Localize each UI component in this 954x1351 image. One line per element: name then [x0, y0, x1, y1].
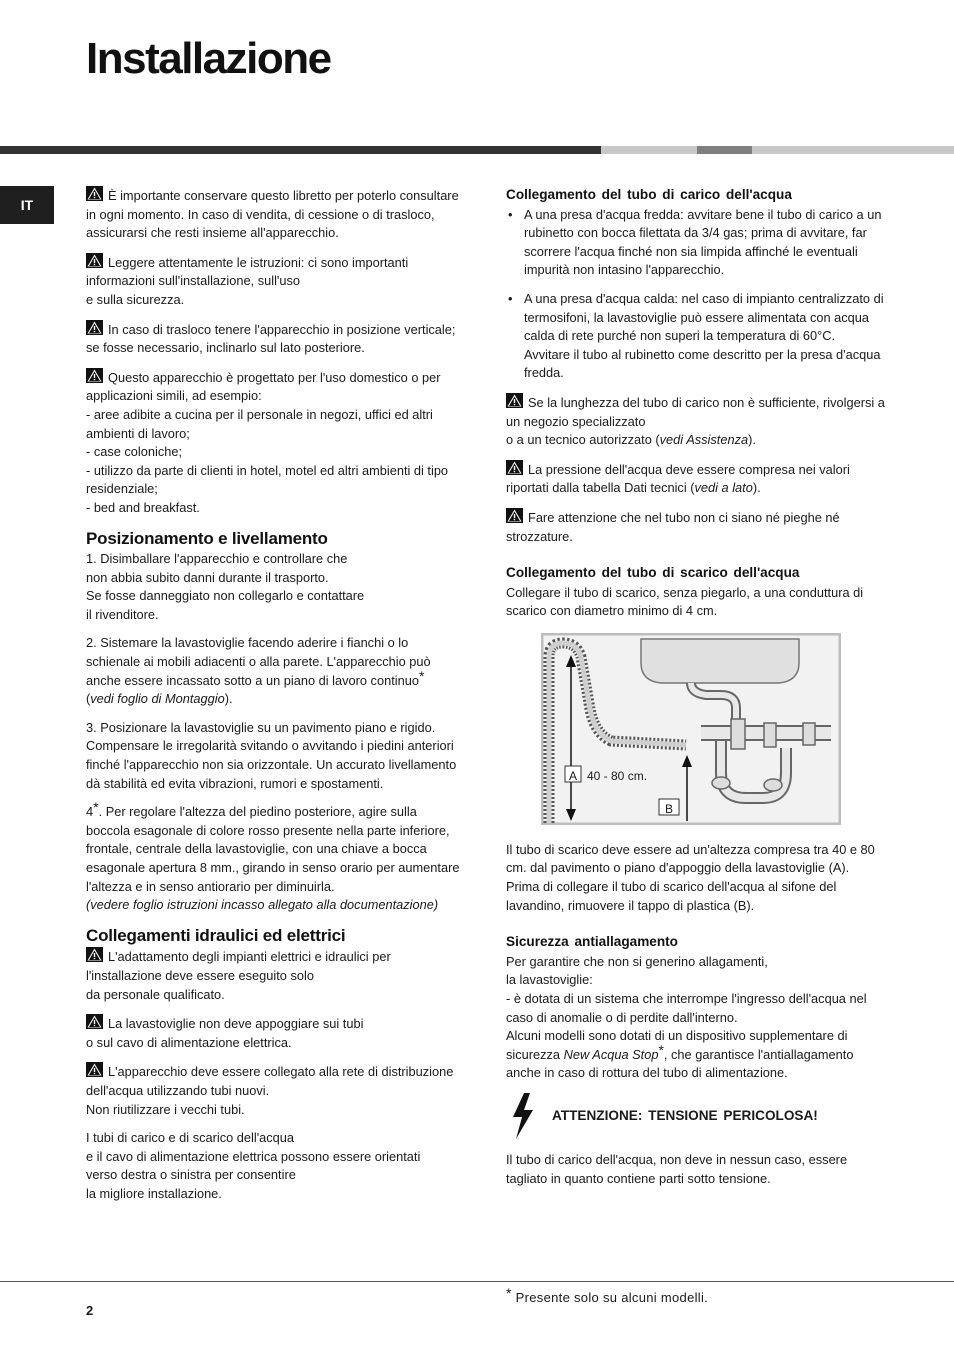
warning-triangle-icon: [86, 253, 103, 268]
voltage-warning-label: ATTENZIONE: TENSIONE PERICOLOSA!: [552, 1107, 818, 1123]
step-1: 1. Disimballare l'apparecchio e controllare che non abbia subito danni durante il trasporto. Se fosse danneggiato non collegarlo e contattare il rivenditore.: [86, 551, 365, 622]
warning-no-kinks: Fare attenzione che nel tubo non ci siano né pieghe né strozzature.: [506, 509, 840, 544]
pipes-orientation: I tubi di carico e di scarico dell'acqua e il cavo di alimentazione elettrica possono essere orientati verso destra o sinistra per consentire la migliore installazione.: [86, 1130, 421, 1201]
drain-height-text: Il tubo di scarico deve essere ad un'altezza compresa tra 40 e 80 cm. dal pavimento o piano d'appoggio della lavastoviglie (A).: [506, 841, 875, 876]
header-rule-mid: [697, 146, 752, 154]
warning-new-pipes: L'apparecchio deve essere collegato alla rete di distribuzione dell'acqua utilizzando tubi nuovi. Non riutilizzare i vecchi tubi.: [86, 1064, 454, 1117]
warning-triangle-icon: [506, 393, 523, 408]
label-b: B: [665, 801, 674, 816]
drain-illustration: [541, 633, 841, 825]
voltage-warning-text: Il tubo di carico dell'acqua, non deve in nessun caso, essere tagliato in quanto contiene parti sotto tensione.: [506, 1152, 848, 1186]
footnote: * Presente solo su alcuni modelli.: [506, 1285, 709, 1305]
language-tab: IT: [0, 186, 54, 224]
list-item: • A una presa d'acqua calda: nel caso di impianto centralizzato di termosifoni, la lavastoviglie può essere alimentata con acqua calda di rete purché non superi la temperatura di 60°C. Avvitare il tubo al rubinetto come descritto per la presa d'acqua fredda.: [506, 290, 888, 383]
warning-triangle-icon: [506, 460, 523, 475]
drain-hose-diagram: [541, 633, 841, 825]
warning-triangle-icon: [506, 508, 523, 523]
warning-triangle-icon: [86, 947, 103, 962]
drain-cap-text: Prima di collegare il tubo di scarico dell'acqua al sifone del lavandino, rimuovere il tappo di plastica (B).: [506, 879, 837, 913]
page-number: 2: [86, 1303, 94, 1318]
step-4: 4*. Per regolare l'altezza del piedino posteriore, agire sulla boccola esagonale di colore rosso presente nella parte inferiore, frontale, centrale della lavastoviglie, con una chiave a bocca esagonale apertura 8 mm., girando in senso orario per aumentare l'altezza e in senso antiorario per diminuirla. (vedere foglio istruzioni incasso allegato alla documentazione): [86, 799, 460, 913]
header-rule-dark: [0, 146, 601, 154]
warning-triangle-icon: [86, 1062, 103, 1077]
lightning-bolt-icon: [510, 1093, 536, 1139]
label-a: A: [569, 768, 578, 783]
heading-water-inlet: Collegamento del tubo di carico dell'acqua: [506, 187, 792, 202]
footer-rule: [0, 1281, 954, 1282]
step-3: 3. Posizionare la lavastoviglie su un pavimento piano e rigido. Compensare le irregolarità svitando o avvitando i piedini anteriori finché l'apparecchio non sia orizzontale. Un accurato livellamento dà stabilità ed evita vibrazioni, rumori e spostamenti.: [86, 719, 457, 791]
header-rule-light-2: [752, 146, 954, 154]
warning-domestic-use: Questo apparecchio è progettato per l'uso domestico o per applicazioni simili, ad esempio: - aree adibite a cucina per il personale in negozi, uffici ed altri ambienti di lavoro; - case coloniche; - utilizzo da parte di clienti in hotel, motel ed altri ambienti di tipo residenziale; - bed and breakfast.: [86, 369, 449, 515]
voltage-warning: [510, 1093, 888, 1139]
warning-pipes-cable: La lavastoviglie non deve appoggiare sui tubi o sul cavo di alimentazione elettrica.: [86, 1016, 364, 1050]
list-item: • A una presa d'acqua fredda: avvitare bene il tubo di carico a un rubinetto con bocca filettata da 3/4 gas; prima di avvitare, far scorrere l'acqua finché non sia limpida affinché le eventuali impurità non intasino l'apparecchio.: [506, 206, 888, 280]
warning-hose-length: Se la lunghezza del tubo di carico non è sufficiente, rivolgersi a un negozio specializzato o a un tecnico autorizzato (vedi Assistenza).: [506, 394, 885, 448]
warning-read-instructions: Leggere attentamente le istruzioni: ci sono importanti informazioni sull'installazione, sull'uso e sulla sicurezza.: [86, 254, 409, 307]
left-column: [86, 186, 461, 1214]
warning-triangle-icon: [86, 1014, 103, 1029]
warning-keep-manual: È importante conservare questo libretto per poterlo consultare in ogni momento. In caso di vendita, di cessione o di trasloco, assicurarsi che resti insieme all'apparecchio.: [86, 188, 459, 241]
flood-safety-text: Per garantire che non si generino allagamenti, la lavastoviglie: - è dotata di un sistema che interrompe l'ingresso dell'acqua nel caso di anomalie o di perdite dall'interno. Alcuni modelli sono dotati di un dispositivo supplementare di sicurezza New Acqua Stop*, che garantisce l'antiallagamento anche in caso di rottura del tubo di alimentazione.: [506, 953, 867, 1081]
step-2: 2. Sistemare la lavastoviglie facendo aderire i fianchi o lo schienale ai mobili adiacenti o alla parete. L'apparecchio può anche essere incassato sotto a un piano di lavoro continuo* (vedi foglio di Montaggio).: [86, 635, 431, 707]
page-title: Installazione: [86, 34, 331, 83]
warning-moving: In caso di trasloco tenere l'apparecchio in posizione verticale; se fosse necessario, inclinarlo sul lato posteriore.: [86, 321, 456, 356]
heading-water-drain: Collegamento del tubo di scarico dell'acqua: [506, 565, 800, 581]
drain-intro: Collegare il tubo di scarico, senza piegarlo, a una conduttura di scarico con diametro minimo di 4 cm.: [506, 584, 864, 619]
warning-triangle-icon: [86, 186, 103, 201]
warning-qualified-personnel: L'adattamento degli impianti elettrici e idraulici per l'installazione deve essere eseguito solo da personale qualificato.: [86, 949, 391, 1002]
warning-water-pressure: La pressione dell'acqua deve essere compresa nei valori riportati dalla tabella Dati tecnici (vedi a lato).: [506, 461, 850, 496]
heading-flood-safety: Sicurezza antiallagamento: [506, 934, 678, 950]
label-height: 40 - 80 cm.: [587, 768, 648, 783]
inlet-list: [506, 206, 888, 383]
warning-triangle-icon: [86, 368, 103, 383]
section-heading-connections: Collegamenti idraulici ed elettrici: [86, 925, 346, 945]
section-heading-positioning: Posizionamento e livellamento: [86, 528, 328, 548]
right-column: [506, 186, 888, 1198]
warning-triangle-icon: [86, 320, 103, 335]
header-rule-light: [601, 146, 697, 154]
